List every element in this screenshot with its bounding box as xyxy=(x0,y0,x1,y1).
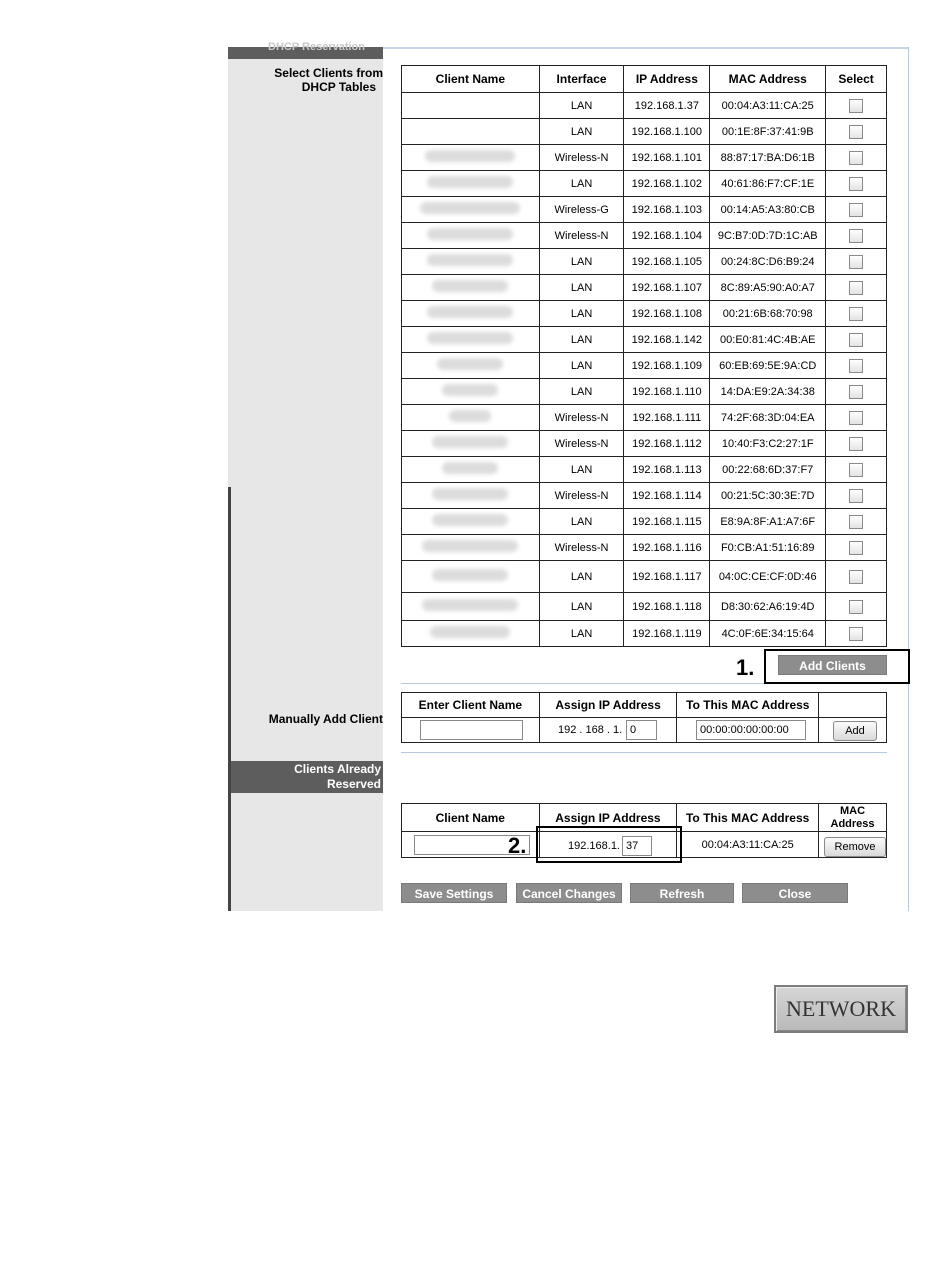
select-checkbox[interactable] xyxy=(849,411,863,425)
table-row xyxy=(402,561,887,593)
interface-cell: LAN xyxy=(539,353,624,379)
redacted-client-name xyxy=(432,280,508,292)
interface-cell: LAN xyxy=(539,171,624,197)
mac-address-cell: D8:30:62:A6:19:4D xyxy=(710,593,826,621)
ip-address-cell: 192.168.1.101 xyxy=(624,145,710,171)
select-checkbox[interactable] xyxy=(849,627,863,641)
select-cell xyxy=(826,145,887,171)
select-checkbox[interactable] xyxy=(849,99,863,113)
client-name-cell xyxy=(402,119,540,145)
redacted-client-name xyxy=(427,176,513,188)
client-name-cell xyxy=(402,561,540,593)
interface-cell: LAN xyxy=(539,561,624,593)
col-header-assign-ip: Assign IP Address xyxy=(539,693,677,718)
select-checkbox[interactable] xyxy=(849,570,863,584)
redacted-client-name xyxy=(427,306,513,318)
select-checkbox[interactable] xyxy=(849,255,863,269)
redacted-client-name xyxy=(432,569,508,581)
select-cell xyxy=(826,275,887,301)
ip-address-cell: 192.168.1.115 xyxy=(624,509,710,535)
callout-number-1: 1. xyxy=(736,655,755,680)
table-row xyxy=(402,197,887,223)
col-header-to-mac: To This MAC Address xyxy=(677,804,819,832)
select-cell xyxy=(826,509,887,535)
redacted-client-name xyxy=(430,626,510,638)
client-name-cell xyxy=(402,379,540,405)
section-header-bar xyxy=(228,41,383,59)
interface-cell: Wireless-G xyxy=(539,197,624,223)
select-clients-label: Select Clients from DHCP Tables xyxy=(274,66,383,94)
select-cell xyxy=(826,535,887,561)
callout-number-2: 2. xyxy=(508,833,527,858)
table-row xyxy=(402,301,887,327)
table-row xyxy=(402,405,887,431)
interface-cell: Wireless-N xyxy=(539,223,624,249)
ip-address-cell: 192.168.1.117 xyxy=(624,561,710,593)
reserved-ip-octet-input[interactable]: 37 xyxy=(622,836,652,856)
interface-cell: Wireless-N xyxy=(539,145,624,171)
ip-address-cell: 192.168.1.109 xyxy=(624,353,710,379)
interface-cell: LAN xyxy=(539,275,624,301)
select-checkbox[interactable] xyxy=(849,333,863,347)
manual-header-row xyxy=(402,693,887,718)
select-cell xyxy=(826,405,887,431)
ip-address-cell: 192.168.1.142 xyxy=(624,327,710,353)
client-name-cell xyxy=(402,197,540,223)
add-clients-button[interactable]: Add Clients xyxy=(778,655,887,675)
add-button[interactable]: Add xyxy=(833,721,877,741)
select-checkbox[interactable] xyxy=(849,463,863,477)
table-row xyxy=(402,223,887,249)
select-cell xyxy=(826,353,887,379)
ip-address-cell: 192.168.1.100 xyxy=(624,119,710,145)
select-cell xyxy=(826,171,887,197)
ip-address-cell: 192.168.1.104 xyxy=(624,223,710,249)
ip-address-cell: 192.168.1.119 xyxy=(624,621,710,647)
remove-button[interactable]: Remove xyxy=(824,837,886,857)
ip-address-cell: 192.168.1.113 xyxy=(624,457,710,483)
table-row xyxy=(402,483,887,509)
select-checkbox[interactable] xyxy=(849,307,863,321)
mac-address-cell: 74:2F:68:3D:04:EA xyxy=(710,405,826,431)
select-checkbox[interactable] xyxy=(849,177,863,191)
table-row xyxy=(402,171,887,197)
table-row xyxy=(402,509,887,535)
select-checkbox[interactable] xyxy=(849,151,863,165)
select-cell xyxy=(826,379,887,405)
interface-cell: LAN xyxy=(539,327,624,353)
col-header-empty xyxy=(819,693,887,718)
interface-cell: LAN xyxy=(539,457,624,483)
select-checkbox[interactable] xyxy=(849,489,863,503)
col-header-assign-ip: Assign IP Address xyxy=(539,804,677,832)
select-cell xyxy=(826,119,887,145)
mac-address-cell: 00:21:5C:30:3E:7D xyxy=(710,483,826,509)
interface-cell: LAN xyxy=(539,379,624,405)
ip-address-cell: 192.168.1.105 xyxy=(624,249,710,275)
client-name-cell xyxy=(402,301,540,327)
table-row xyxy=(402,327,887,353)
table-row xyxy=(402,93,887,119)
sidebar-edge xyxy=(228,487,231,911)
col-header-client-name: Client Name xyxy=(402,66,540,93)
interface-cell: Wireless-N xyxy=(539,431,624,457)
mac-address-cell: 40:61:86:F7:CF:1E xyxy=(710,171,826,197)
select-checkbox[interactable] xyxy=(849,281,863,295)
select-checkbox[interactable] xyxy=(849,203,863,217)
sidebar xyxy=(228,41,383,911)
select-cell xyxy=(826,561,887,593)
client-name-cell xyxy=(402,353,540,379)
dhcp-table-body xyxy=(402,93,887,647)
section-title: DHCP Reservation xyxy=(268,41,365,53)
col-header-mac-address: MAC Address xyxy=(819,804,887,832)
ip-address-cell: 192.168.1.112 xyxy=(624,431,710,457)
ip-address-cell: 192.168.1.108 xyxy=(624,301,710,327)
interface-cell: LAN xyxy=(539,119,624,145)
ip-address-cell: 192.168.1.107 xyxy=(624,275,710,301)
redacted-client-name xyxy=(432,488,508,500)
ip-address-cell: 192.168.1.114 xyxy=(624,483,710,509)
redacted-client-name xyxy=(432,514,508,526)
dhcp-clients-table xyxy=(401,65,887,647)
mac-address-cell: 00:24:8C:D6:B9:24 xyxy=(710,249,826,275)
mac-address-input[interactable]: 00:00:00:00:00:00 xyxy=(696,720,806,740)
client-name-cell xyxy=(402,509,540,535)
mac-address-cell: E8:9A:8F:A1:A7:6F xyxy=(710,509,826,535)
callout-box-2 xyxy=(536,826,682,863)
redacted-client-name xyxy=(437,358,503,370)
dhcp-reservation-panel xyxy=(228,41,909,911)
client-name-cell xyxy=(402,93,540,119)
select-checkbox[interactable] xyxy=(849,229,863,243)
col-header-interface: Interface xyxy=(539,66,624,93)
clients-reserved-bar: Clients Already Reserved xyxy=(228,761,383,793)
manual-ip-octet-input[interactable]: 0 xyxy=(626,720,657,740)
redacted-client-name xyxy=(432,436,508,448)
select-cell xyxy=(826,593,887,621)
mac-address-cell: 00:04:A3:11:CA:25 xyxy=(710,93,826,119)
save-settings-button[interactable]: Save Settings xyxy=(401,883,507,903)
interface-cell: LAN xyxy=(539,249,624,275)
top-border xyxy=(383,47,909,49)
interface-cell: LAN xyxy=(539,509,624,535)
select-cell xyxy=(826,249,887,275)
select-cell xyxy=(826,621,887,647)
client-name-cell xyxy=(402,483,540,509)
select-cell xyxy=(826,93,887,119)
select-cell xyxy=(826,197,887,223)
ip-address-cell: 192.168.1.102 xyxy=(624,171,710,197)
col-header-mac-address: MAC Address xyxy=(710,66,826,93)
table-row xyxy=(402,353,887,379)
client-name-input[interactable] xyxy=(420,720,523,740)
col-header-enter-client-name: Enter Client Name xyxy=(402,693,540,718)
select-cell xyxy=(826,301,887,327)
redacted-client-name xyxy=(449,410,491,422)
interface-cell: Wireless-N xyxy=(539,535,624,561)
interface-cell: LAN xyxy=(539,93,624,119)
client-name-cell xyxy=(402,223,540,249)
table-row xyxy=(402,593,887,621)
select-cell xyxy=(826,457,887,483)
redacted-client-name xyxy=(425,150,515,162)
redacted-client-name xyxy=(427,254,513,266)
col-header-to-mac: To This MAC Address xyxy=(677,693,819,718)
separator xyxy=(401,752,887,753)
col-header-ip-address: IP Address xyxy=(624,66,710,93)
mac-address-cell: 00:14:A5:A3:80:CB xyxy=(710,197,826,223)
client-name-cell xyxy=(402,249,540,275)
mac-address-cell: 14:DA:E9:2A:34:38 xyxy=(710,379,826,405)
mac-address-cell: 00:E0:81:4C:4B:AE xyxy=(710,327,826,353)
select-cell xyxy=(826,431,887,457)
table-row xyxy=(402,145,887,171)
client-name-cell xyxy=(402,327,540,353)
client-name-cell xyxy=(402,431,540,457)
ip-address-cell: 192.168.1.103 xyxy=(624,197,710,223)
select-checkbox[interactable] xyxy=(849,385,863,399)
mac-address-cell: 60:EB:69:5E:9A:CD xyxy=(710,353,826,379)
right-border xyxy=(908,47,909,911)
col-header-client-name: Client Name xyxy=(402,804,540,832)
reserved-mac: 00:04:A3:11:CA:25 xyxy=(677,832,819,858)
table-row xyxy=(402,275,887,301)
network-button[interactable]: NETWORK xyxy=(774,985,908,1033)
ip-address-cell: 192.168.1.118 xyxy=(624,593,710,621)
table-row xyxy=(402,379,887,405)
select-checkbox[interactable] xyxy=(849,541,863,555)
mac-address-cell: 00:22:68:6D:37:F7 xyxy=(710,457,826,483)
redacted-client-name xyxy=(442,384,498,396)
mac-address-cell: 10:40:F3:C2:27:1F xyxy=(710,431,826,457)
table-row xyxy=(402,535,887,561)
select-checkbox[interactable] xyxy=(849,359,863,373)
client-name-cell xyxy=(402,535,540,561)
table-row xyxy=(402,249,887,275)
interface-cell: LAN xyxy=(539,301,624,327)
mac-address-cell: 9C:B7:0D:7D:1C:AB xyxy=(710,223,826,249)
mac-address-cell: 04:0C:CE:CF:0D:46 xyxy=(710,561,826,593)
select-cell xyxy=(826,327,887,353)
client-name-cell xyxy=(402,457,540,483)
mac-address-cell: 00:21:6B:68:70:98 xyxy=(710,301,826,327)
select-checkbox[interactable] xyxy=(849,515,863,529)
redacted-client-name xyxy=(442,462,498,474)
table-row xyxy=(402,431,887,457)
select-checkbox[interactable] xyxy=(849,125,863,139)
interface-cell: Wireless-N xyxy=(539,405,624,431)
table-row xyxy=(402,621,887,647)
client-name-cell xyxy=(402,593,540,621)
client-name-cell xyxy=(402,171,540,197)
redacted-client-name xyxy=(422,540,518,552)
select-cell xyxy=(826,223,887,249)
ip-address-cell: 192.168.1.110 xyxy=(624,379,710,405)
redacted-client-name xyxy=(427,228,513,240)
ip-address-cell: 192.168.1.37 xyxy=(624,93,710,119)
callout-box-1 xyxy=(764,649,910,684)
interface-cell: LAN xyxy=(539,593,624,621)
close-button[interactable]: Close xyxy=(742,883,848,903)
mac-address-cell: 4C:0F:6E:34:15:64 xyxy=(710,621,826,647)
client-name-cell xyxy=(402,621,540,647)
mac-address-cell: 00:1E:8F:37:41:9B xyxy=(710,119,826,145)
redacted-client-name xyxy=(422,599,518,611)
select-checkbox[interactable] xyxy=(849,437,863,451)
select-checkbox[interactable] xyxy=(849,600,863,614)
select-cell xyxy=(826,483,887,509)
interface-cell: LAN xyxy=(539,621,624,647)
table-header-row xyxy=(402,66,887,93)
refresh-button[interactable]: Refresh xyxy=(630,883,734,903)
mac-address-cell: F0:CB:A1:51:16:89 xyxy=(710,535,826,561)
mac-address-cell: 8C:89:A5:90:A0:A7 xyxy=(710,275,826,301)
table-row xyxy=(402,119,887,145)
manually-add-client-label: Manually Add Client xyxy=(268,712,383,726)
redacted-client-name xyxy=(420,202,520,214)
table-row xyxy=(402,457,887,483)
redacted-client-name xyxy=(427,332,513,344)
mac-address-cell: 88:87:17:BA:D6:1B xyxy=(710,145,826,171)
ip-address-cell: 192.168.1.116 xyxy=(624,535,710,561)
col-header-select: Select xyxy=(826,66,887,93)
manual-ip-prefix: 192 . 168 . 1. xyxy=(558,724,623,736)
cancel-changes-button[interactable]: Cancel Changes xyxy=(516,883,622,903)
client-name-cell xyxy=(402,405,540,431)
reserved-ip-prefix: 192.168.1. xyxy=(568,840,620,852)
client-name-cell xyxy=(402,145,540,171)
ip-address-cell: 192.168.1.111 xyxy=(624,405,710,431)
client-name-cell xyxy=(402,275,540,301)
interface-cell: Wireless-N xyxy=(539,483,624,509)
